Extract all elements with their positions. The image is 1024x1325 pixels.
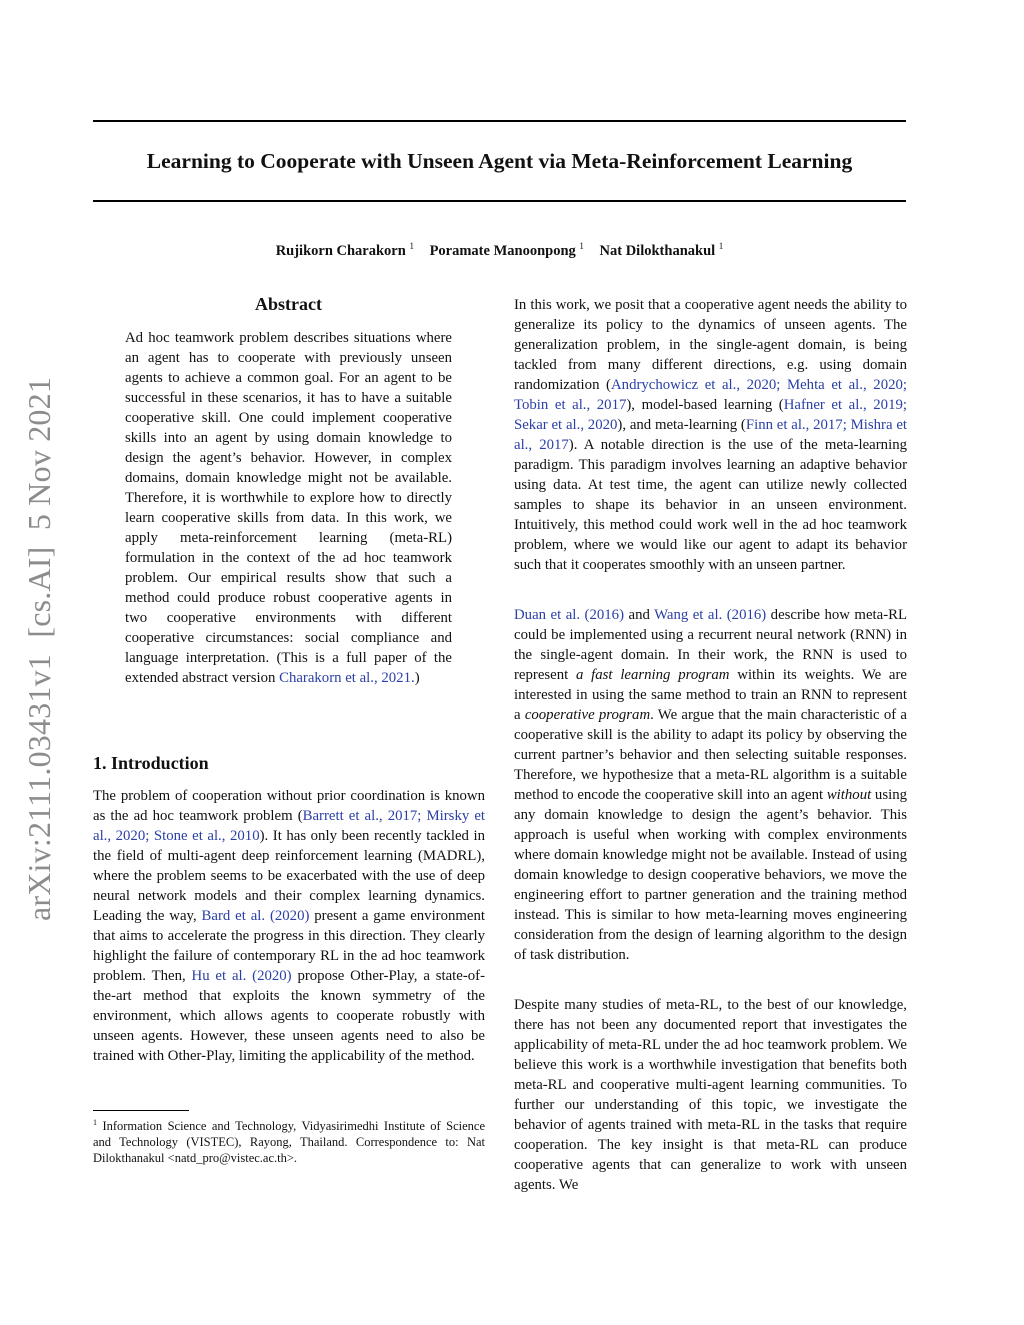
title-bottom-rule (93, 200, 906, 202)
citation-link[interactable]: Wang et al. (2016) (654, 607, 767, 623)
abstract-text: Ad hoc teamwork problem describes situations where an agent has to cooperate with previously unseen agents to achieve a common goal. For an agent to be successful in these scenarios, it has to have a suitable cooperative skill. One could implement cooperative skills into an agent by using domain knowledge to design the agent’s behavior. However, in complex domains, domain knowledge might not be available. Therefore, it is worthwhile to explore how to directly learn cooperative skills from data. In this work, we apply meta-reinforcement learning (meta-RL) formulation in the context of the ad hoc teamwork problem. Our empirical results show that such a method could produce robust cooperative agents in two cooperative environments with different cooperative circumstances: social compliance and language interpretation. (This is a full paper of the extended abstract version (125, 330, 452, 686)
abstract-heading: Abstract (255, 294, 322, 314)
author-name: Nat Dilokthanakul (599, 243, 716, 259)
citation-link[interactable]: Hu et al. (2020) (191, 968, 292, 984)
emphasis: cooperative program (524, 707, 651, 723)
text-run: The problem of cooperation without prior coordination is known as the ad hoc teamwork problem ( (93, 788, 485, 824)
right-column-paragraph-2 (514, 605, 907, 965)
affiliation-footnote (93, 1115, 485, 1166)
text-run: and (624, 607, 655, 623)
text-run: ). A notable direction is the use of the meta-learning paradigm. This paradigm involves learning an adaptive behavior using data. At test time, the agent can utilize newly collected samples to shape its behavior in an unseen environment. Intuitively, this method could work well in the ad hoc teamwork problem, where we would like our agent to adapt its behavior such that it cooperates smoothly with an unseen partner. (514, 437, 907, 573)
citation-link[interactable]: Andrychowicz et al., 2020; Mehta et al., 2020; Tobin et al., 2017 (514, 377, 907, 413)
footnote-rule (93, 1110, 189, 1111)
author-affiliation-mark: 1 (718, 241, 724, 251)
citation-link[interactable]: Bard et al. (2020) (201, 908, 310, 924)
text-run: propose Other-Play, a state-of-the-art method that exploits the known symmetry of the environment, which allows agents to cooperate robustly with unseen agents. However, these unseen agents need to also be trained with Other-Play, limiting the applicability of the method. (93, 968, 486, 1064)
right-column-paragraph-3 (514, 995, 907, 1195)
citation-link[interactable]: Barrett et al., 2017; Mirsky et al., 2020; Stone et al., 2010 (93, 808, 485, 844)
emphasis: a fast learning program (576, 667, 730, 683)
text-run: within its weights. We are interested in using the same method to train an RNN to represent a (514, 667, 907, 723)
author-name: Rujikorn Charakorn (275, 243, 406, 259)
citation-link[interactable]: Duan et al. (2016) (514, 607, 625, 623)
text-run: present a game environment that aims to accelerate the progress in this direction. They clearly highlight the failure of contemporary RL in the ad hoc teamwork problem. Then, (93, 908, 485, 984)
abstract-body (125, 328, 452, 688)
right-column-paragraph-1 (514, 295, 907, 575)
author-list (93, 236, 906, 261)
abstract-end: ) (414, 670, 420, 686)
author-affiliation-mark: 1 (579, 241, 584, 251)
text-run: describe how meta-RL could be implemented using a recurrent neural network (RNN) in the single-agent domain. In their work, the RNN is used to represent (514, 607, 908, 683)
author-2 (430, 243, 584, 259)
footnote-text: Information Science and Technology, Vidyasirimedhi Institute of Science and Technology (VISTEC), Rayong, Thailand. Correspondence to: Nat Dilokthanakul <natd_pro@vistec.ac.th>. (93, 1119, 486, 1165)
text-run: using any domain knowledge to design the agent’s behavior. This approach is useful when working with complex environments where domain knowledge might not be available. Instead of using domain knowledge to design cooperative behaviors, we move the engineering effort to partner generation and the training method instead. This is similar to how meta-learning moves engineering consideration from the design of learning algorithm to the design of task distribution. (514, 787, 907, 963)
text-run: . We argue that the main characteristic of a cooperative skill is the ability to adapt its policy by observing the current partner’s behavior and then selecting suitable responses. Therefore, we hypothesize that a meta-RL algorithm is a suitable method to encode the cooperative skill into an agent (514, 707, 907, 803)
author-name: Poramate Manoonpong (429, 243, 576, 259)
footnote-mark: 1 (93, 1118, 97, 1127)
text-run: ), model-based learning ( (626, 397, 784, 413)
citation-link[interactable]: Finn et al., 2017; Mishra et al., 2017 (514, 417, 907, 453)
text-run: In this work, we posit that a cooperative agent needs the ability to generalize its policy to the dynamics of unseen agents. The generalization problem, in the single-agent domain, is being tackled from many different directions, e.g. using domain randomization ( (514, 297, 907, 393)
author-3 (600, 243, 724, 259)
author-affiliation-mark: 1 (409, 241, 414, 251)
emphasis: without (826, 787, 872, 803)
arxiv-identifier-stamp: arXiv:2111.03431v1 [cs.AI] 5 Nov 2021 (21, 376, 57, 921)
paper-title: Learning to Cooperate with Unseen Agent via Meta-Reinforcement Learning (146, 149, 853, 173)
citation-link[interactable]: Hafner et al., 2019; Sekar et al., 2020 (514, 397, 907, 433)
citation-link[interactable]: Charakorn et al., 2021. (279, 670, 415, 686)
title-top-rule (93, 120, 906, 122)
paragraph-text: Despite many studies of meta-RL, to the best of our knowledge, there has not been any documented report that investigates the applicability of meta-RL under the ad hoc teamwork problem. We believe this work is a worthwhile investigation that benefits both meta-RL and cooperative multi-agent learning communities. To further our understanding of this topic, we investigate the behavior of agents trained with meta-RL in the tasks that require cooperation. The key insight is that meta-RL can produce cooperative agents that can generalize to work with unseen agents. We (514, 997, 907, 1193)
author-1 (276, 243, 414, 259)
text-run: ), and meta-learning ( (617, 417, 746, 433)
introduction-paragraph (93, 786, 485, 1066)
section-heading-introduction: 1. Introduction (93, 753, 209, 773)
text-run: ). It has only been recently tackled in the field of multi-agent deep reinforcement learning (MADRL), where the problem seems to be exacerbated with the use of deep neural network models and their complex learning dynamics. Leading the way, (93, 828, 485, 924)
